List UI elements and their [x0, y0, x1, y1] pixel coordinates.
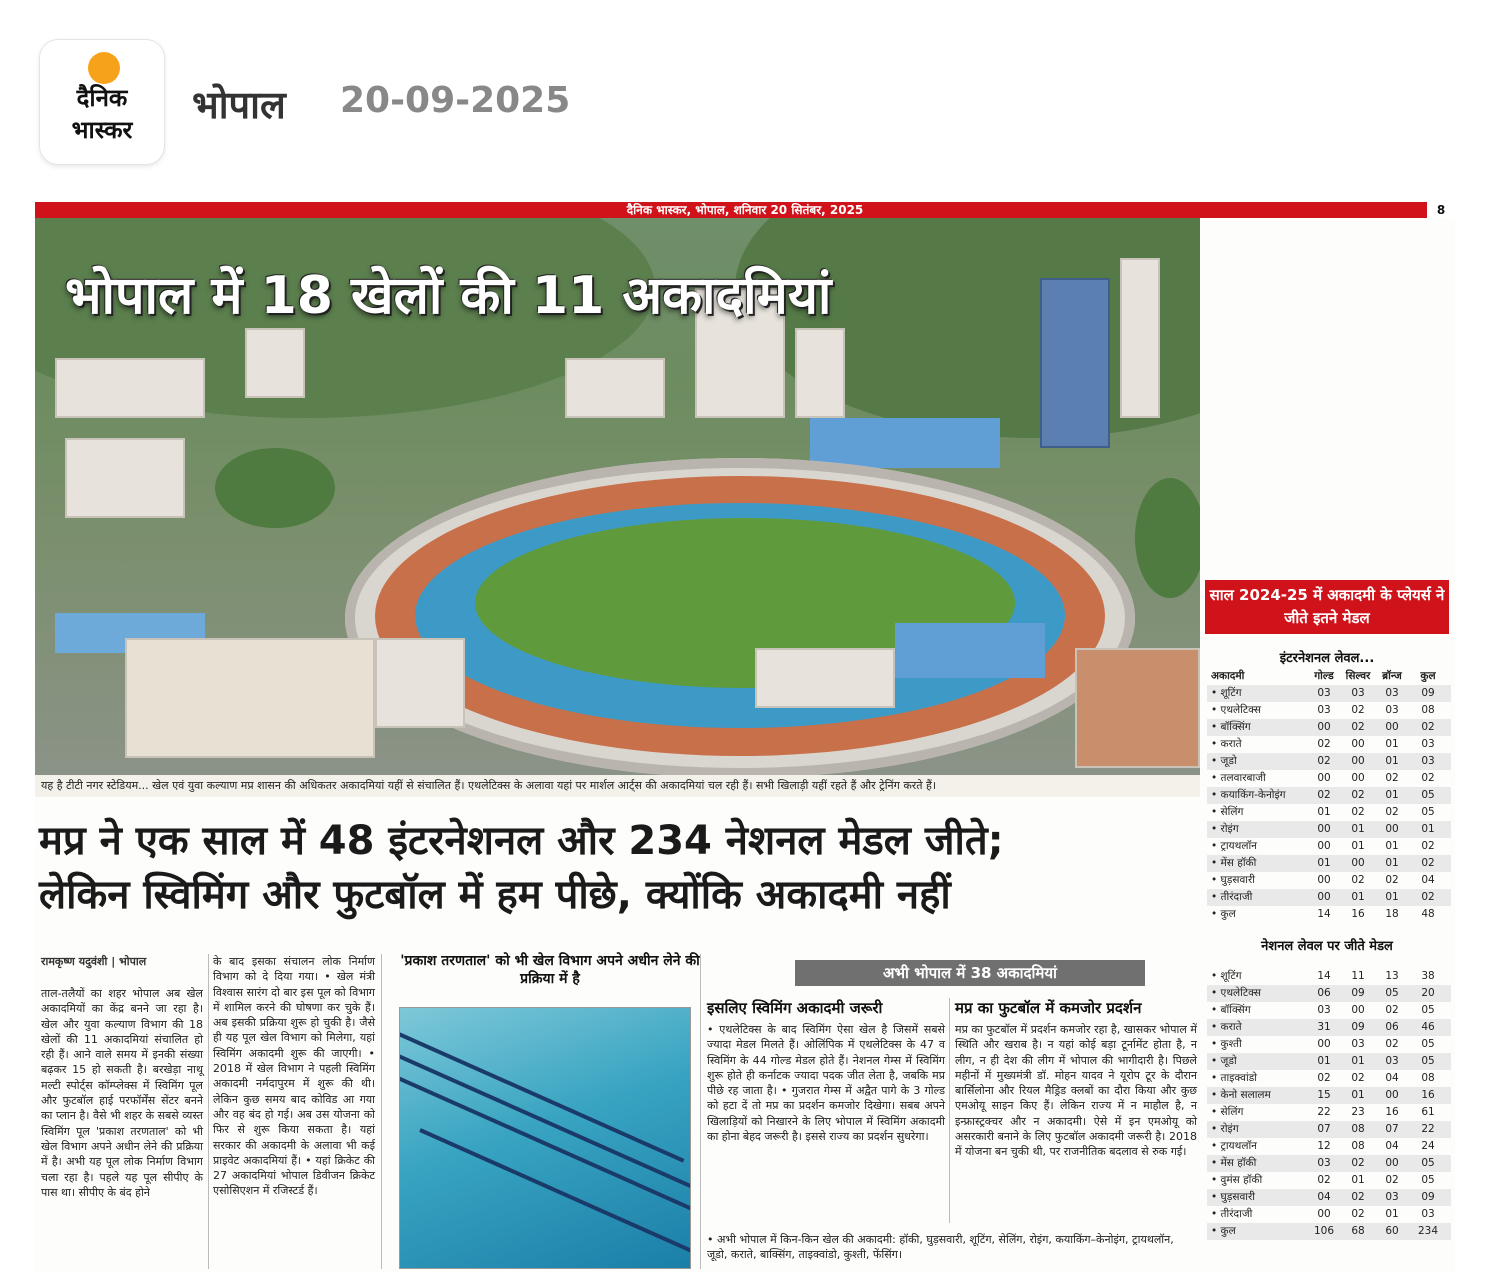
byline: रामकृष्ण यदुवंशी | भोपाल — [41, 955, 147, 968]
table-row — [1207, 985, 1451, 1002]
table-cell: 01 — [1351, 1055, 1365, 1067]
table-cell: 01 — [1317, 857, 1331, 869]
table-cell: 15 — [1317, 1089, 1331, 1101]
table-cell: 05 — [1421, 1174, 1435, 1186]
table-cell: • रोइंग — [1211, 823, 1239, 835]
table-cell: • एथलेटिक्स — [1211, 987, 1261, 999]
table-cell: 16 — [1385, 1106, 1399, 1118]
pool-photo-title: 'प्रकाश तरणताल' को भी खेल विभाग अपने अधीन लेने की प्रक्रिया में है — [400, 953, 700, 987]
table-cell: 02 — [1351, 806, 1365, 818]
table-cell: 24 — [1421, 1140, 1435, 1152]
table-cell: 13 — [1385, 970, 1399, 982]
table-row — [1207, 1223, 1451, 1240]
national-heading: नेशनल लेवल पर जीते मेडल — [1261, 939, 1393, 954]
table-cell: 00 — [1317, 840, 1331, 852]
table-row — [1207, 702, 1451, 719]
table-cell: 20 — [1421, 987, 1435, 999]
table-row — [1207, 1053, 1451, 1070]
table-cell: • मेंस हॉकी — [1211, 857, 1257, 869]
table-cell: 03 — [1317, 1004, 1331, 1016]
table-cell: 00 — [1385, 721, 1399, 733]
table-cell: 68 — [1351, 1225, 1365, 1237]
table-cell: 03 — [1385, 704, 1399, 716]
table-row — [1207, 1002, 1451, 1019]
table-row — [1207, 1138, 1451, 1155]
table-cell: 00 — [1351, 772, 1365, 784]
table-row — [1207, 968, 1451, 985]
table-cell: 61 — [1421, 1106, 1435, 1118]
swimming-text: • एथलेटिक्स के बाद स्विमिंग ऐसा खेल है जिसमें सबसे ज्यादा मेडल मिलते हैं। ओलिंपिक में एथलेटिक्स के 47 व स्विमिंग के 44 गोल्ड मेडल होते हैं। नेशनल गेम्स में स्विमिंग शुरू होते ही कर्नाटक ज्यादा पदक जीत लेता है, जबकि मप्र पीछे रह जाता है। • गुजरात गेम्स में अद्वैत पागे के 3 गोल्ड को हटा दें तो मप्र का प्रदर्शन कमजोर दिखेगा। सबब अपने खिलाड़ियों को निखारने के लिए भोपाल में स्विमिंग अकादमी का होना बेहद जरूरी है। इससे राज्य का प्रदर्शन सुधरेगा। — [707, 1023, 945, 1144]
table-cell: • कयाकिंग-केनोइंग — [1211, 789, 1286, 801]
table-cell: 00 — [1317, 1208, 1331, 1220]
table-cell: 02 — [1351, 1072, 1365, 1084]
table-cell: 02 — [1421, 772, 1435, 784]
table-cell: 00 — [1317, 1038, 1331, 1050]
table-cell: 09 — [1351, 987, 1365, 999]
table-row — [1207, 855, 1451, 872]
table-cell: 03 — [1317, 1157, 1331, 1169]
table-cell: 03 — [1421, 738, 1435, 750]
table-cell: 46 — [1421, 1021, 1435, 1033]
table-cell: 00 — [1317, 891, 1331, 903]
table-cell: 01 — [1351, 1174, 1365, 1186]
table-cell: • शूटिंग — [1211, 970, 1242, 982]
table-cell: 06 — [1385, 1021, 1399, 1033]
table-cell: • केनो सलालम — [1211, 1089, 1271, 1101]
table-cell: • एथलेटिक्स — [1211, 704, 1261, 716]
table-cell: 48 — [1421, 908, 1435, 920]
table-cell: 05 — [1421, 789, 1435, 801]
table-cell: • ट्रायथलॉन — [1211, 840, 1258, 852]
table-cell: 01 — [1421, 823, 1435, 835]
table-cell: 04 — [1421, 874, 1435, 886]
table-cell: 02 — [1351, 789, 1365, 801]
table-row — [1207, 804, 1451, 821]
table-cell: 22 — [1317, 1106, 1331, 1118]
table-cell: • जूडो — [1211, 755, 1237, 767]
table-cell: 02 — [1385, 1004, 1399, 1016]
article-column-2: के बाद इसका संचालन लोक निर्माण विभाग को दे दिया गया। • खेल मंत्री विश्वास सारंग दो बार इस पूल को विभाग में शामिल करने की घोषणा कर चुके हैं। अब इसकी प्रक्रिया शुरू हो चुकी है। जैसे ही यह पूल खेल विभाग को मिलेगा, यहां स्विमिंग अकादमी शुरू की जाएगी। • 2018 में खेल विभाग ने पहली स्विमिंग अकादमी नर्मदापुरम में शुरू की थी। लेकिन कुछ समय बाद कोविड आ गया और वह बंद हो गई। अब उस योजना को फिर से शुरू किया सकता है। यहां सरकार की अकादमी के अलावा भी कई प्राइवेट अकादमियां हैं। • यहां क्रिकेट की 27 अकादमियां भोपाल डिवीजन क्रिकेट एसोसिएशन में रजिस्टर्ड हैं। — [213, 955, 375, 1198]
table-row — [1207, 787, 1451, 804]
app-header — [0, 0, 1491, 190]
table-cell: 03 — [1351, 1038, 1365, 1050]
table-cell: 00 — [1351, 857, 1365, 869]
table-cell: 02 — [1351, 704, 1365, 716]
medal-box-title: साल 2024-25 में अकादमी के प्लेयर्स ने जीते इतने मेडल — [1205, 580, 1449, 634]
table-cell: 08 — [1421, 1072, 1435, 1084]
column-divider — [700, 954, 701, 1269]
table-cell: कुल — [1420, 670, 1436, 682]
table-row — [1207, 1121, 1451, 1138]
table-cell: 05 — [1421, 1038, 1435, 1050]
table-cell: 09 — [1421, 687, 1435, 699]
edition-city: भोपाल — [192, 83, 286, 127]
table-cell: 03 — [1317, 687, 1331, 699]
masthead-text: दैनिक भास्कर, भोपाल, शनिवार 20 सितंबर, 2025 — [626, 203, 864, 217]
football-text: मप्र का फुटबॉल में प्रदर्शन कमजोर रहा है, खासकर भोपाल में स्थिति और खराब है। न यहां कोई बड़ा टूर्नामेंट होता है, न लीग, न ही देश की लीग में भोपाल की भागीदारी है। पिछले महीनों में मुख्यमंत्री डॉ. मोहन यादव ने यूरोप टूर के दौरान बार्सिलोना और रियल मैड्रिड क्लबों का दौरा किया और कुछ एमओयू साइन किए हैं। लेकिन राज्य में न माहौल है, न इन्फ्रास्ट्रक्चर और न अकादमी। ऐसे में इन एमओयू को असरकारी बनाने के लिए फुटबॉल अकादमी जरूरी है। 2018 में योजना बन चुकी थी, पर राजनीतिक बदलाव से रुक गई। — [955, 1023, 1197, 1159]
table-cell: 01 — [1385, 857, 1399, 869]
table-cell: 02 — [1421, 721, 1435, 733]
edition-date: 20-09-2025 — [340, 80, 571, 121]
table-row — [1207, 736, 1451, 753]
table-cell: 05 — [1421, 1004, 1435, 1016]
table-cell: • ट्रायथलॉन — [1211, 1140, 1258, 1152]
table-cell: 02 — [1421, 891, 1435, 903]
table-cell: 03 — [1385, 687, 1399, 699]
building — [755, 648, 895, 708]
table-cell: 22 — [1421, 1123, 1435, 1135]
table-cell: 02 — [1385, 1174, 1399, 1186]
table-cell: • सेलिंग — [1211, 1106, 1244, 1118]
table-row — [1207, 719, 1451, 736]
tree-cluster — [1135, 478, 1200, 598]
table-cell: 16 — [1421, 1089, 1435, 1101]
table-cell: 02 — [1421, 840, 1435, 852]
table-cell: 08 — [1351, 1123, 1365, 1135]
table-cell: 23 — [1351, 1106, 1365, 1118]
column-divider — [208, 954, 209, 1269]
table-cell: 11 — [1351, 970, 1365, 982]
table-cell: • ताइक्वांडो — [1211, 1072, 1258, 1084]
table-cell: • कुल — [1211, 908, 1236, 920]
sports-hall-roof — [810, 418, 1000, 468]
football-subhead: मप्र का फुटबॉल में कमजोर प्रदर्शन — [955, 999, 1142, 1017]
sports-hall-roof — [895, 623, 1045, 678]
table-cell: 02 — [1351, 1157, 1365, 1169]
table-row — [1207, 906, 1451, 923]
table-cell: 106 — [1313, 1225, 1335, 1237]
table-cell: • कराते — [1211, 1021, 1242, 1033]
table-cell: • बॉक्सिंग — [1211, 721, 1251, 733]
table-cell: 38 — [1421, 970, 1435, 982]
table-cell: 18 — [1385, 908, 1399, 920]
sun-icon — [88, 52, 120, 84]
photo-headline: भोपाल में 18 खेलों की 11 अकादमियां — [65, 266, 832, 326]
main-headline-line1: मप्र ने एक साल में 48 इंटरनेशनल और 234 नेशनल मेडल जीते; — [39, 818, 1004, 864]
table-cell: 02 — [1317, 755, 1331, 767]
table-row — [1207, 685, 1451, 702]
table-cell: 01 — [1317, 806, 1331, 818]
column-divider — [381, 954, 382, 1269]
building — [65, 438, 185, 518]
table-row — [1207, 1019, 1451, 1036]
table-row — [1207, 1189, 1451, 1206]
table-cell: 01 — [1351, 1089, 1365, 1101]
article-column-1: ताल-तलैयों का शहर भोपाल अब खेल अकादमियों का केंद्र बनने जा रहा है। खेल और युवा कल्याण विभाग की 18 खेलों की 11 अकादमियां संचालित हो रही हैं। आने वाले समय में इनकी संख्या बढ़कर 15 हो सकती है। बरखेड़ा नाथू मल्टी स्पोर्ट्स कॉम्प्लेक्स में स्विमिंग पूल और फुटबॉल हाई परफॉर्मेंस सेंटर बनने का प्लान है। वैसे भी शहर के सबसे व्यस्त स्विमिंग पूल 'प्रकाश तरणताल' को भी खेल विभाग अपने अधीन लेने की प्रक्रिया में है। अभी यह पूल लोक निर्माण विभाग चला रहा है। पहले यह पूल सीपीए के पास था। सीपीए के बंद होने — [41, 987, 203, 1199]
table-cell: ब्रॉन्ज — [1382, 670, 1402, 682]
table-cell: 01 — [1385, 840, 1399, 852]
table-cell: 01 — [1385, 738, 1399, 750]
table-cell: 03 — [1385, 1055, 1399, 1067]
table-row — [1207, 1036, 1451, 1053]
table-row — [1207, 1070, 1451, 1087]
stadium-photo — [35, 218, 1200, 775]
table-cell: 04 — [1385, 1140, 1399, 1152]
column-divider — [949, 998, 950, 1223]
table-row — [1207, 1155, 1451, 1172]
table-cell: 00 — [1317, 721, 1331, 733]
table-cell: • तलवारबाजी — [1211, 772, 1266, 784]
table-cell: 03 — [1351, 687, 1365, 699]
table-cell: 04 — [1385, 1072, 1399, 1084]
table-cell: 02 — [1385, 874, 1399, 886]
table-cell: 02 — [1421, 857, 1435, 869]
table-cell: 00 — [1385, 1089, 1399, 1101]
national-medal-table — [1207, 968, 1451, 1240]
table-cell: 16 — [1351, 908, 1365, 920]
building — [1120, 258, 1160, 418]
academies-band: अभी भोपाल में 38 अकादमियां — [795, 960, 1145, 986]
table-cell: 00 — [1351, 1004, 1365, 1016]
newspaper-page — [35, 202, 1455, 1272]
table-cell: 00 — [1317, 772, 1331, 784]
table-cell: 08 — [1351, 1140, 1365, 1152]
logo-text-line1: दैनिक — [76, 84, 128, 112]
table-cell: 04 — [1317, 1191, 1331, 1203]
table-cell: • घुड़सवारी — [1211, 1191, 1256, 1203]
table-cell: 01 — [1351, 840, 1365, 852]
masthead-bar — [35, 202, 1455, 218]
dainik-bhaskar-logo[interactable] — [40, 40, 164, 164]
table-row — [1207, 1172, 1451, 1189]
table-cell: 08 — [1421, 704, 1435, 716]
construction-building — [1075, 648, 1200, 768]
table-cell: • कराते — [1211, 738, 1242, 750]
table-cell: 03 — [1421, 1208, 1435, 1220]
building — [795, 328, 845, 418]
table-cell: 00 — [1351, 738, 1365, 750]
page-number: 8 — [1427, 202, 1455, 218]
table-cell: 60 — [1385, 1225, 1399, 1237]
table-cell: 05 — [1421, 1157, 1435, 1169]
academy-building — [125, 638, 375, 758]
table-cell: 00 — [1317, 823, 1331, 835]
academy-list-note: • अभी भोपाल में किन-किन खेल की अकादमी: हॉकी, घुड़सवारी, शूटिंग, सेलिंग, रोइंग, कयाकिंग–केनोइंग, ट्रायथलॉन, जूडो, कराते, बाक्सिंग, ताइक्वांडो, कुश्ती, फेंसिंग। — [707, 1233, 1174, 1261]
table-cell: 02 — [1317, 789, 1331, 801]
table-cell: 12 — [1317, 1140, 1331, 1152]
swimming-subhead: इसलिए स्विमिंग अकादमी जरूरी — [707, 999, 883, 1017]
table-cell: 02 — [1385, 806, 1399, 818]
table-cell: • बॉक्सिंग — [1211, 1004, 1251, 1016]
table-cell: 00 — [1351, 755, 1365, 767]
table-cell: 03 — [1385, 1191, 1399, 1203]
table-cell: • मेंस हॉकी — [1211, 1157, 1257, 1169]
international-medal-table — [1207, 668, 1451, 923]
table-cell: 02 — [1385, 772, 1399, 784]
table-cell: 02 — [1317, 1072, 1331, 1084]
table-cell: 01 — [1385, 1208, 1399, 1220]
table-cell: सिल्वर — [1345, 670, 1371, 682]
table-cell: • कुश्ती — [1211, 1038, 1242, 1050]
building — [1040, 278, 1110, 448]
table-cell: • घुड़सवारी — [1211, 874, 1256, 886]
table-cell: • जूडो — [1211, 1055, 1237, 1067]
building — [55, 358, 205, 418]
table-cell: 01 — [1351, 891, 1365, 903]
table-cell: 00 — [1317, 874, 1331, 886]
tree-cluster — [215, 448, 335, 528]
table-cell: 01 — [1385, 891, 1399, 903]
photo-caption: यह है टीटी नगर स्टेडियम... खेल एवं युवा कल्याण मप्र शासन की अधिकतर अकादमियां यहीं से संचालित हैं। एथलेटिक्स के अलावा यहां पर मार्शल आर्ट्स की अकादमियां चल रही हैं। सभी खिलाड़ी यहीं रहते हैं और ट्रेनिंग करते हैं। — [35, 775, 1200, 797]
table-cell: 31 — [1317, 1021, 1331, 1033]
table-cell: 02 — [1351, 874, 1365, 886]
table-cell: 07 — [1317, 1123, 1331, 1135]
table-cell: अकादमी — [1211, 670, 1245, 682]
intl-heading: इंटरनेशनल लेवल... — [1279, 651, 1375, 666]
table-cell: 03 — [1317, 704, 1331, 716]
table-cell: गोल्ड — [1314, 670, 1334, 682]
table-cell: 02 — [1317, 738, 1331, 750]
table-cell: 05 — [1421, 806, 1435, 818]
table-cell: 14 — [1317, 970, 1331, 982]
table-cell: 234 — [1417, 1225, 1439, 1237]
building — [565, 358, 665, 418]
table-cell: • शूटिंग — [1211, 687, 1242, 699]
table-cell: 09 — [1421, 1191, 1435, 1203]
table-row — [1207, 872, 1451, 889]
table-row — [1207, 1104, 1451, 1121]
table-cell: 00 — [1385, 1157, 1399, 1169]
table-cell: 02 — [1351, 1191, 1365, 1203]
table-cell: 05 — [1385, 987, 1399, 999]
table-cell: 02 — [1351, 1208, 1365, 1220]
table-cell: 02 — [1317, 1174, 1331, 1186]
table-row — [1207, 753, 1451, 770]
building — [245, 328, 305, 398]
table-row — [1207, 889, 1451, 906]
table-cell: 01 — [1317, 1055, 1331, 1067]
table-row — [1207, 1087, 1451, 1104]
table-cell: 01 — [1385, 789, 1399, 801]
lane-rope — [399, 1068, 691, 1234]
table-cell: 01 — [1385, 755, 1399, 767]
table-cell: • सेलिंग — [1211, 806, 1244, 818]
table-cell: 14 — [1317, 908, 1331, 920]
table-cell: 02 — [1351, 721, 1365, 733]
logo-text-line2: भास्कर — [71, 116, 133, 144]
table-cell: • रोइंग — [1211, 1123, 1239, 1135]
table-cell: 01 — [1351, 823, 1365, 835]
table-cell: • तीरंदाजी — [1211, 1208, 1253, 1220]
table-cell: • कुल — [1211, 1225, 1236, 1237]
main-headline-line2: लेकिन स्विमिंग और फुटबॉल में हम पीछे, क्योंकि अकादमी नहीं — [39, 872, 951, 918]
table-cell: 06 — [1317, 987, 1331, 999]
building — [375, 638, 465, 728]
table-cell: • वुमंस हॉकी — [1211, 1174, 1263, 1186]
swimming-pool-photo — [399, 1007, 691, 1269]
table-row — [1207, 821, 1451, 838]
table-cell: 07 — [1385, 1123, 1399, 1135]
table-cell: 00 — [1385, 823, 1399, 835]
table-cell: 03 — [1421, 755, 1435, 767]
table-cell: • तीरंदाजी — [1211, 891, 1253, 903]
table-cell: 02 — [1385, 1038, 1399, 1050]
table-cell: 09 — [1351, 1021, 1365, 1033]
table-row — [1207, 838, 1451, 855]
table-row — [1207, 1206, 1451, 1223]
table-header-row — [1207, 668, 1451, 685]
table-row — [1207, 770, 1451, 787]
table-cell: 05 — [1421, 1055, 1435, 1067]
